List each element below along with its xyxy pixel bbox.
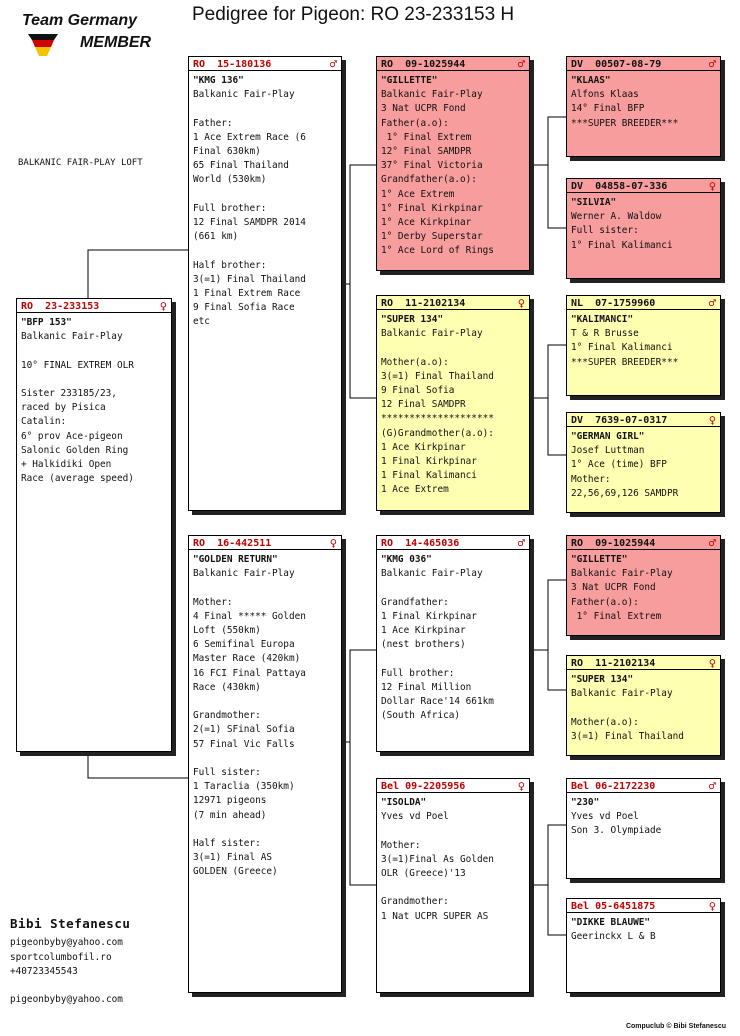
ring-number: RO 14-465036 — [381, 537, 460, 549]
pedigree-line: ***SUPER BREEDER*** — [571, 356, 679, 368]
pedigree-line: Mother(a.o): — [381, 356, 449, 368]
pedigree-line: 16 FCI Final Pattaya — [193, 667, 306, 679]
sex-symbol-icon: ♀ — [159, 299, 167, 313]
pedigree-line: 1 Final Kirkpinar — [381, 610, 477, 622]
pedigree-line — [193, 244, 337, 258]
pedigree-line: Full brother: — [381, 667, 455, 679]
pigeon-name: "DIKKE BLAUWE" — [571, 917, 651, 928]
card-body — [567, 310, 720, 373]
pedigree-line: Alfons Klaas — [571, 89, 639, 101]
pedigree-line: 1 Final Kalimanci — [381, 470, 477, 482]
pigeon-card-sire[interactable] — [188, 56, 342, 511]
sex-symbol-icon: ♂ — [708, 779, 716, 793]
card-body — [189, 71, 341, 333]
pedigree-line: Werner A. Waldow — [571, 211, 662, 223]
pedigree-line: 37° Final Victoria — [381, 160, 483, 172]
ring-number: RO 09-1025944 — [381, 58, 466, 70]
pigeon-card-sds[interactable] — [566, 295, 721, 396]
sex-symbol-icon: ♂ — [708, 536, 716, 550]
pedigree-line: Balkanic Fair-Play — [193, 568, 295, 580]
ring-number: RO 23-233153 — [21, 300, 100, 312]
logo-line2: MEMBER — [80, 34, 152, 51]
sex-symbol-icon: ♀ — [329, 536, 337, 550]
pedigree-line: 12 Final SAMDPR 2014 — [193, 217, 306, 228]
pedigree-line: 1° Ace Lord of Rings — [381, 245, 494, 257]
owner-website-link[interactable]: sportcolumbofil.ro — [10, 952, 112, 963]
pedigree-line: 9 Final Sofia Race — [193, 302, 295, 314]
pedigree-line: 9 Final Sofia — [381, 385, 455, 396]
sex-symbol-icon: ♂ — [329, 57, 337, 71]
page-title: Pedigree for Pigeon: RO 23-233153 H — [192, 4, 515, 25]
ring-number: RO 15-180136 — [193, 58, 272, 70]
pedigree-line — [381, 881, 525, 895]
pigeon-name: "SUPER 134" — [571, 674, 634, 685]
pedigree-line — [381, 581, 525, 595]
sex-symbol-icon: ♂ — [708, 57, 716, 71]
pedigree-line — [381, 341, 525, 355]
pedigree-line: 57 Final Vic Falls — [193, 738, 295, 750]
owner-phone: +40723345543 — [10, 966, 78, 977]
pigeon-card-sire-dam[interactable] — [376, 295, 530, 511]
pedigree-line: ***SUPER BREEDER*** — [571, 117, 679, 129]
pedigree-line: Catalin: — [21, 416, 67, 428]
ring-number: Bel 05-6451875 — [571, 900, 656, 912]
pedigree-line: 4 Final ***** Golden — [193, 610, 306, 622]
pigeon-name: "SILVIA" — [571, 197, 617, 208]
copyright: Compuclub © Bibi Stefanescu — [625, 1023, 726, 1030]
card-body — [567, 913, 720, 947]
pedigree-line: Grandfather: — [381, 596, 449, 608]
pedigree-line: Race (430km) — [193, 681, 261, 693]
card-header — [377, 57, 529, 71]
pedigree-line — [193, 823, 337, 837]
pedigree-line: Balkanic Fair-Play — [21, 331, 123, 343]
card-body — [567, 550, 720, 627]
pigeon-card-subject[interactable] — [16, 298, 172, 752]
sex-symbol-icon: ♂ — [708, 296, 716, 310]
pigeon-name: "KMG 136" — [193, 75, 244, 86]
pedigree-line: Full sister: — [571, 225, 639, 237]
card-body — [377, 71, 529, 262]
pedigree-line: Yves vd Poel — [381, 811, 449, 823]
sex-symbol-icon: ♀ — [708, 179, 716, 193]
pedigree-line — [193, 188, 337, 202]
pedigree-line: Father(a.o): — [381, 117, 449, 129]
sex-symbol-icon: ♀ — [517, 296, 525, 310]
ring-number: RO 11-2102134 — [571, 657, 656, 669]
pedigree-line: Mother: — [571, 473, 611, 485]
pedigree-line: + Halkidiki Open — [21, 459, 112, 470]
card-header — [567, 413, 720, 427]
ring-number: DV 7639-07-0317 — [571, 414, 668, 426]
sex-symbol-icon: ♂ — [517, 57, 525, 71]
ring-number: NL 07-1759960 — [571, 297, 656, 309]
pedigree-line: Father(a.o): — [571, 596, 639, 608]
card-header — [567, 656, 720, 670]
card-body — [567, 193, 720, 256]
pigeon-name: "ISOLDA" — [381, 797, 427, 808]
ring-number: RO 16-442511 — [193, 537, 272, 549]
pedigree-line: Full sister: — [193, 767, 261, 778]
pedigree-line: Balkanic Fair-Play — [193, 89, 295, 101]
ring-number: RO 11-2102134 — [381, 297, 466, 309]
card-body — [567, 670, 720, 747]
pedigree-line: Master Race (420km) — [193, 653, 301, 665]
pigeon-name: "KALIMANCI" — [571, 314, 634, 325]
card-header — [567, 179, 720, 193]
pigeon-card-dss[interactable] — [566, 535, 721, 636]
pedigree-line: World (530km) — [193, 174, 267, 186]
pedigree-line: Balkanic Fair-Play — [381, 89, 483, 101]
pedigree-line: 1° Final Kalimanci — [571, 239, 673, 251]
sex-symbol-icon: ♀ — [708, 413, 716, 427]
pedigree-line: Mother: — [381, 839, 421, 851]
card-body — [17, 313, 171, 489]
card-header — [17, 299, 171, 313]
pigeon-name: "BFP 153" — [21, 317, 72, 328]
pedigree-line: (South Africa) — [381, 710, 461, 722]
pedigree-line: Sister 233185/23, — [21, 387, 117, 399]
pedigree-line: 1° Final Extrem — [571, 610, 662, 622]
pedigree-line: Loft (550km) — [193, 625, 261, 636]
card-body — [189, 550, 341, 883]
pedigree-line: 12° Final SAMDPR — [381, 146, 472, 158]
card-body — [377, 550, 529, 726]
pedigree-line: 3(=1) Final Thailand — [571, 730, 684, 742]
pigeon-name: "SUPER 134" — [381, 314, 444, 325]
pedigree-line: T & R Brusse — [571, 328, 639, 340]
pigeon-name: "GILLETTE" — [381, 75, 438, 86]
pedigree-line: (G)Grandmother(a.o): — [381, 427, 494, 439]
pigeon-card-dds[interactable] — [566, 778, 721, 879]
pedigree-line — [193, 581, 337, 595]
ring-number: DV 04858-07-336 — [571, 180, 668, 192]
pedigree-line: 3 Nat UCPR Fond — [381, 103, 466, 115]
owner-name: Bibi Stefanescu — [10, 916, 131, 931]
pedigree-line — [381, 824, 525, 838]
pedigree-line: OLR (Greece)'13 — [381, 868, 466, 879]
pigeon-name: "GILLETTE" — [571, 554, 628, 565]
pedigree-line: 6° prov Ace-pigeon — [21, 430, 123, 442]
pedigree-line: 1 Nat UCPR SUPER AS — [381, 910, 489, 922]
pedigree-line: 1° Ace Extrem — [381, 188, 455, 200]
pedigree-line — [381, 652, 525, 666]
pedigree-line: 1° Derby Superstar — [381, 231, 483, 243]
card-header — [189, 536, 341, 550]
pedigree-line: 1 Taraclia (350km) — [193, 781, 295, 793]
pedigree-line: 1 Ace Extrem Race (6 — [193, 131, 306, 143]
pedigree-line: 65 Final Thailand — [193, 160, 289, 172]
pedigree-line: 1 Ace Kirkpinar — [381, 625, 466, 636]
pedigree-line: 14° Final BFP — [571, 103, 645, 115]
pedigree-line — [193, 752, 337, 766]
pedigree-line: 22,56,69,126 SAMDPR — [571, 487, 679, 499]
pedigree-line — [571, 701, 716, 715]
pedigree-line: 10° FINAL EXTREM OLR — [21, 359, 134, 371]
pedigree-line: Dollar Race'14 661km — [381, 696, 494, 707]
pigeon-name: "GOLDEN RETURN" — [193, 554, 278, 565]
pedigree-line: Balkanic Fair-Play — [571, 568, 673, 580]
pedigree-line: 1° Final Extrem — [381, 131, 472, 143]
pedigree-line: 3(=1) Final Thailand — [193, 273, 306, 285]
pigeon-card-ssd[interactable] — [566, 178, 721, 279]
sex-symbol-icon: ♂ — [517, 536, 525, 550]
pigeon-name: "230" — [571, 797, 600, 808]
card-body — [377, 793, 529, 927]
pedigree-line: Salonic Golden Ring — [21, 444, 129, 456]
card-header — [567, 536, 720, 550]
pedigree-line: Father: — [193, 117, 233, 129]
pedigree-line — [21, 373, 167, 387]
logo-line1: Team Germany — [22, 12, 138, 29]
pedigree-line — [193, 102, 337, 116]
pedigree-line: Son 3. Olympiade — [571, 825, 662, 837]
pedigree-line — [193, 695, 337, 709]
loft-name: BALKANIC FAIR-PLAY LOFT — [18, 158, 143, 168]
card-body — [377, 310, 529, 501]
sex-symbol-icon: ♀ — [517, 779, 525, 793]
pigeon-name: "GERMAN GIRL" — [571, 431, 645, 442]
pedigree-line: Balkanic Fair-Play — [571, 688, 673, 700]
pigeon-name: "KLAAS" — [571, 75, 611, 86]
pedigree-line: Yves vd Poel — [571, 811, 639, 823]
pedigree-line: 1° Final Kalimanci — [571, 342, 673, 354]
pedigree-line: Josef Luttman — [571, 445, 645, 457]
pedigree-line: Geerinckx L & B — [571, 931, 656, 943]
pedigree-line: 1° Ace (time) BFP — [571, 459, 667, 471]
pedigree-line: Race (average speed) — [21, 473, 134, 485]
pedigree-line: Grandmother: — [193, 710, 261, 722]
pedigree-line: Half brother: — [193, 259, 267, 271]
pedigree-line: Balkanic Fair-Play — [381, 568, 483, 580]
card-header — [567, 57, 720, 71]
pedigree-line: raced by Pisica — [21, 402, 106, 414]
owner-email-link[interactable]: pigeonbyby@yahoo.com — [10, 937, 123, 948]
pedigree-line: Full brother: — [193, 202, 267, 214]
pedigree-line: ******************** — [381, 413, 494, 425]
pedigree-line: (7 min ahead) — [193, 809, 267, 821]
pedigree-line: Grandfather(a.o): — [381, 174, 477, 186]
pedigree-line: 1° Ace Kirkpinar — [381, 217, 472, 229]
card-header — [567, 296, 720, 310]
pedigree-line: 3(=1)Final As Golden — [381, 853, 494, 865]
pedigree-line: 1 Ace Kirkpinar — [381, 441, 466, 453]
sex-symbol-icon: ♀ — [708, 656, 716, 670]
pedigree-line: 12 Final SAMDPR — [381, 399, 466, 411]
pedigree-line: (661 km) — [193, 231, 239, 243]
pedigree-line: 1 Final Extrem Race — [193, 288, 301, 299]
ring-number: RO 09-1025944 — [571, 537, 656, 549]
pigeon-card-dam-sire[interactable] — [376, 535, 530, 752]
card-header — [377, 536, 529, 550]
pigeon-name: "KMG 036" — [381, 554, 432, 565]
pedigree-line: 2(=1) SFinal Sofia — [193, 724, 295, 736]
pedigree-line: Mother(a.o): — [571, 716, 639, 728]
pedigree-line: 1 Final Kirkpinar — [381, 456, 477, 468]
pedigree-line: Final 630km) — [193, 146, 261, 157]
pedigree-line: etc — [193, 316, 210, 328]
pedigree-line — [21, 344, 167, 358]
pedigree-line: 3(=1) Final Thailand — [381, 370, 494, 382]
pigeon-card-dam[interactable] — [188, 535, 342, 993]
pedigree-line: 3 Nat UCPR Fond — [571, 582, 656, 594]
pedigree-line: 1 Ace Extrem — [381, 484, 449, 496]
pigeon-card-dsd[interactable] — [566, 655, 721, 756]
pedigree-line: 1° Final Kirkpinar — [381, 202, 483, 214]
pedigree-line: 6 Semifinal Europa — [193, 639, 295, 651]
pedigree-line: GOLDEN (Greece) — [193, 866, 278, 878]
card-body — [567, 71, 720, 134]
pedigree-line: 3(=1) Final AS — [193, 852, 273, 864]
card-header — [377, 296, 529, 310]
card-header — [567, 899, 720, 913]
pigeon-card-ddd[interactable] — [566, 898, 721, 993]
pedigree-line: Grandmother: — [381, 896, 449, 908]
card-header — [377, 779, 529, 793]
sex-symbol-icon: ♀ — [708, 899, 716, 913]
pigeon-card-dam-dam[interactable] — [376, 778, 530, 993]
pigeon-card-sss[interactable] — [566, 56, 721, 157]
card-body — [567, 427, 720, 504]
card-header — [567, 779, 720, 793]
pedigree-line: Mother: — [193, 596, 233, 608]
owner-email-link-2[interactable]: pigeonbyby@yahoo.com — [10, 994, 123, 1005]
pedigree-line: (nest brothers) — [381, 639, 466, 651]
pedigree-line: 12971 pigeons — [193, 795, 267, 807]
pedigree-line: Half sister: — [193, 838, 261, 849]
card-body — [567, 793, 720, 842]
pedigree-line: Balkanic Fair-Play — [381, 328, 483, 340]
card-header — [189, 57, 341, 71]
ring-number: DV 00507-08-79 — [571, 58, 662, 70]
ring-number: Bel 09-2205956 — [381, 780, 466, 792]
ring-number: Bel 06-2172230 — [571, 780, 656, 792]
pigeon-card-sdd[interactable] — [566, 412, 721, 513]
pedigree-line: 12 Final Million — [381, 681, 472, 693]
pigeon-card-sire-sire[interactable] — [376, 56, 530, 271]
